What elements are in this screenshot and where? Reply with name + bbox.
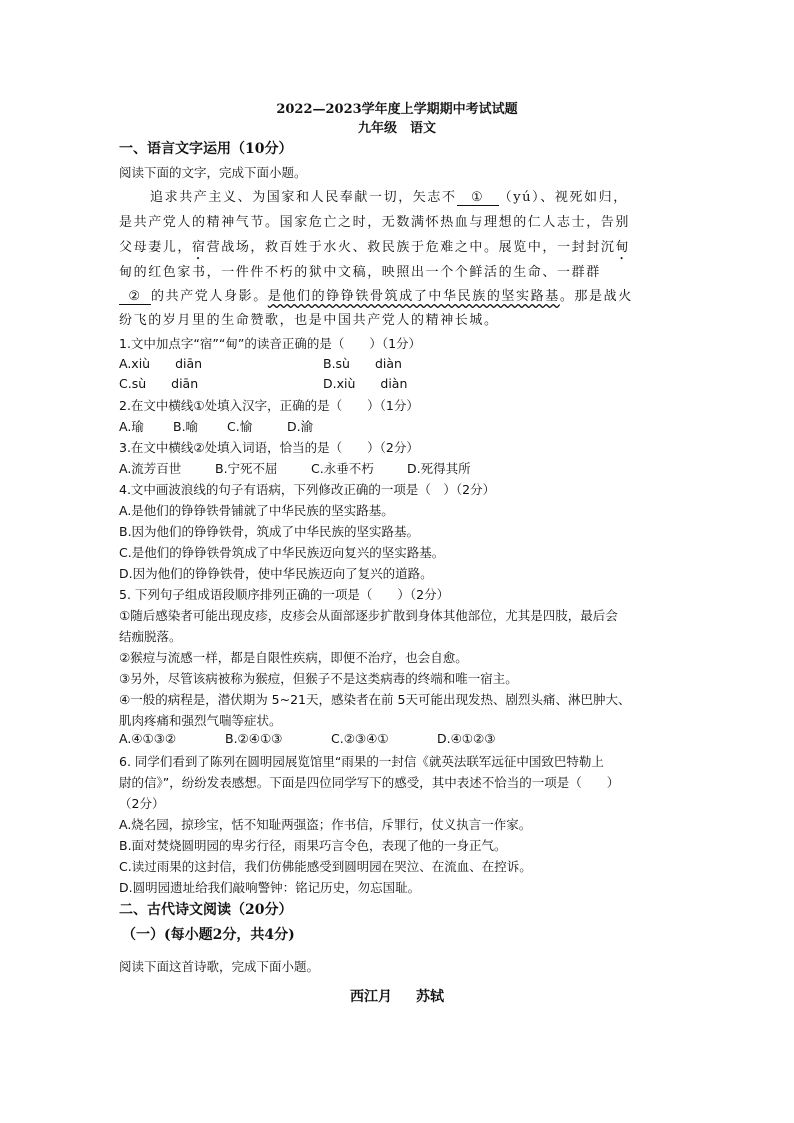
q2-option-a: A.瑜 [119,419,144,434]
q1-option-c: C.sù diān [119,376,199,391]
q2-options [119,417,313,435]
passage-line-6: 纷飞的岁月里的生命赞歌，也是中国共产党人的精神长城。 [119,313,499,328]
q5-stem: 5. 下列句子组成语段顺序排列正确的一项是（ ）（2分） [119,587,450,602]
section-2-heading: 二、古代诗文阅读（20分） [119,902,293,918]
q2-option-d: D.渝 [287,419,314,434]
q1-option-b: B.sù diàn [323,356,402,371]
passage-line-1: 追求共产主义、为国家和人民奉献一切，矢志不 ① （yú）、视死如归， [150,190,628,205]
dotted-char-su: 宿 [192,240,207,255]
q6-points: （2分） [119,796,165,811]
q3-option-a: A.流芳百世 [119,461,182,476]
q4-option-a: A.是他们的铮铮铁骨铺就了中华民族的坚实路基。 [119,503,394,518]
q5-option-b: B.②④①③ [225,731,283,746]
q3-option-d: D.死得其所 [407,461,471,476]
q5-sentence-3: ③另外，尽管该病被称为猴痘，但猴子不是这类病毒的终端和唯一宿主。 [119,671,518,686]
q5-option-c: C.②③④① [331,731,389,746]
section-1-instruction: 阅读下面的文字，完成下面小题。 [119,165,307,180]
passage-line-2: 是共产党人的精神气节。国家危亡之时，无数满怀热血与理想的仁人志士，告别 [119,215,631,230]
poem-title: 西江月 [350,989,392,1005]
poem-header [0,986,794,1006]
q3-options [119,459,471,477]
wavy-sentence: 是他们的铮铮铁骨筑成了中华民族的坚实路基 [267,289,560,304]
q5-option-a: A.④①③② [119,731,177,746]
q6-option-d: D.圆明园遗址给我们敲响警钟：铭记历史，勿忘国耻。 [119,880,421,895]
q4-stem: 4.文中画波浪线的句子有语病，下列修改正确的一项是（ ）（2分） [119,482,496,497]
q5-options [119,731,495,746]
q2-option-c: C.愉 [227,419,253,434]
passage-line-3: 父母妻儿，宿营战场，救百姓于水火、救民族于危难之中。展览中，一封封沉甸 [119,240,631,255]
exam-subtitle: 九年级 语文 [357,121,436,136]
q5-sentence-1-cont: 结痂脱落。 [119,629,182,644]
q3-option-b: B.宁死不屈 [215,461,278,476]
q5-sentence-2: ②猴痘与流感一样，都是自限性疾病，即便不治疗，也会自愈。 [119,650,468,665]
section-2-subheading: （一）(每小题2分，共4分) [122,927,295,943]
section-2-instruction: 阅读下面这首诗歌，完成下面小题。 [119,959,320,974]
q1-stem: 1.文中加点字“宿”“甸”的读音正确的是（ ）（1分） [119,336,422,351]
q1-option-a: A.xiù diān [119,356,203,371]
poem-author: 苏轼 [416,989,444,1005]
q4-option-d: D.因为他们的铮铮铁骨，使中华民族迈向了复兴的道路。 [119,566,433,581]
q6-stem-cont: 尉的信》”，纷纷发表感想。下面是四位同学写下的感受，其中表述不恰当的一项是（ ） [119,775,620,790]
q6-stem: 6. 同学们看到了陈列在圆明园展览馆里“雨果的一封信《就英法联军远征中国致巴特勒上 [119,754,604,769]
blank-1: ① [457,191,499,206]
q6-option-a: A.烧名园，掠珍宝，恬不知耻两强盗；作书信，斥罪行，仗义执言一作家。 [119,817,532,832]
q3-stem: 3.在文中横线②处填入词语，恰当的是（ ）（2分） [119,440,419,455]
q4-option-c: C.是他们的铮铮铁骨筑成了中华民族迈向复兴的坚实路基。 [119,545,445,560]
exam-title: 2022—2023学年度上学期期中考试试题 [276,102,518,117]
q5-sentence-4: ④一般的病程是，潜伏期为 5~21天，感染者在前 5天可能出现发热、剧烈头痛、淋巴肿大、 [119,692,631,707]
q3-option-c: C.永垂不朽 [311,461,374,476]
q5-sentence-4-cont: 肌肉疼痛和强烈气喘等症状。 [119,713,282,728]
blank-2: ② [119,290,151,305]
passage-line-4: 甸的红色家书，一件件不朽的狱中文稿，映照出一个个鲜活的生命、一群群 [119,265,601,280]
passage-line-5: ② 的共产党人身影。是他们的铮铮铁骨筑成了中华民族的坚实路基。那是战火 [119,285,633,305]
dotted-char-dian: 甸 [615,240,631,255]
q5-option-d: D.④①②③ [437,731,496,746]
q2-stem: 2.在文中横线①处填入汉字，正确的是（ ）（1分） [119,398,419,413]
q1-option-d: D.xiù diàn [323,376,408,391]
q6-option-c: C.读过雨果的这封信，我们仿佛能感受到圆明园在哭泣、在流血、在控诉。 [119,859,532,874]
q4-option-b: B.因为他们的铮铮铁骨，筑成了中华民族的坚实路基。 [119,524,420,539]
q6-option-b: B.面对焚烧圆明园的卑劣行径，雨果巧言令色，表现了他的一身正气。 [119,838,507,853]
q2-option-b: B.喻 [173,419,199,434]
section-1-heading: 一、语言文字运用（10分） [119,141,293,157]
q5-sentence-1: ①随后感染者可能出现皮疹，皮疹会从面部逐步扩散到身体其他部位，尤其是四肢，最后会 [119,608,618,623]
